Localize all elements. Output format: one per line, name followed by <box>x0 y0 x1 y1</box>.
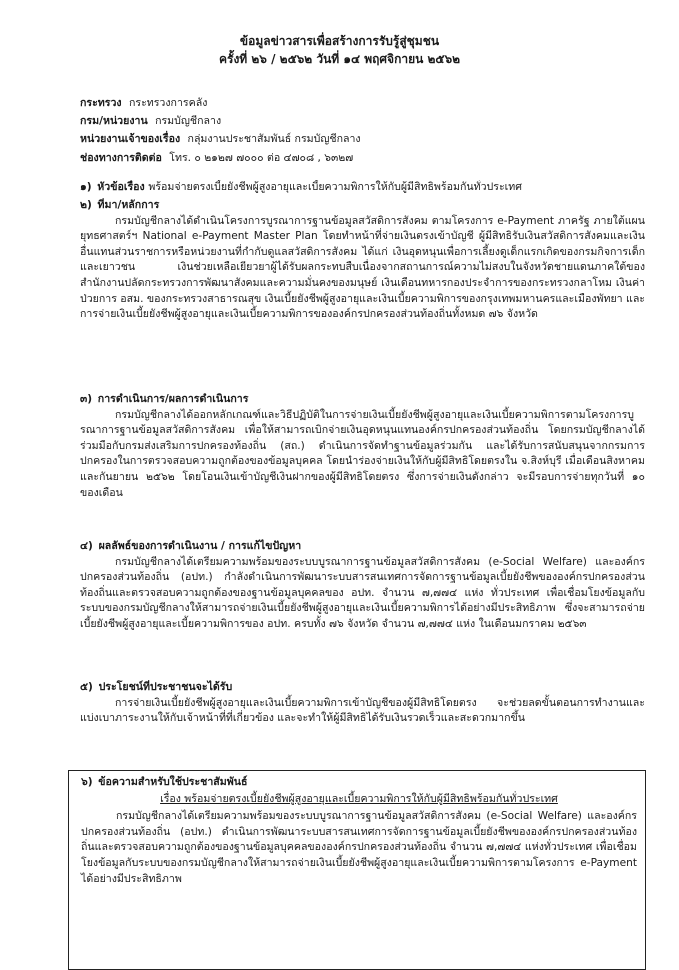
section-1-text: พร้อมจ่ายตรงเบี้ยยังชีพผู้สูงอายุและเบี้ยความพิการให้กับผู้มีสิทธิพร้อมกันทั่วประเทศ <box>148 181 522 193</box>
meta-agency-value: กรมบัญชีกลาง <box>155 115 222 127</box>
meta-owner-label: หน่วยงานเจ้าของเรื่อง <box>80 133 181 145</box>
section-4 <box>80 539 645 633</box>
section-3 <box>80 392 645 501</box>
document-issue-date: ครั้งที่ ๒๖ / ๒๕๖๒ วันที่ ๑๔ พฤศจิกายน ๒๕๖๒ <box>218 52 461 66</box>
section-3-number: ๓) <box>80 393 93 405</box>
section-1-heading <box>80 180 645 196</box>
section-5-title: ประโยชน์ที่ประชาชนจะได้รับ <box>98 681 233 693</box>
pr-message-box <box>68 770 646 970</box>
section-5-number: ๕) <box>80 681 93 693</box>
section-3-title: การดำเนินการ/ผลการดำเนินการ <box>97 393 249 405</box>
meta-owner-value: กลุ่มงานประชาสัมพันธ์ กรมบัญชีกลาง <box>187 133 361 145</box>
section-6-number: ๖) <box>81 776 93 788</box>
meta-agency-label: กรม/หน่วยงาน <box>80 115 148 127</box>
section-3-heading <box>80 392 645 408</box>
section-1-title: หัวข้อเรื่อง <box>97 181 145 193</box>
section-1 <box>80 180 645 196</box>
section-6-heading <box>81 775 637 791</box>
section-2-title: ที่มา/หลักการ <box>97 199 160 211</box>
meta-ministry <box>80 96 640 112</box>
section-2-paragraph: กรมบัญชีกลางได้ดำเนินโครงการบูรณาการฐานข้อมูลสวัสดิการสังคม ตามโครงการ e-Payment ภาครัฐ ภายใต้แผนยุทธศาสตร์ฯ National e-Payment Master Plan โดยทำหน้าที่จ่ายเงินตรงเข้าบัญชี ผู้มีสิทธิรับเงินสวัสดิการสังคมและเงินอื่นแทนส่วนราชการหรือหน่วยงานที่กำกับดูแลสวัสดิการสังคม ได้แก่ เงินอุดหนุนเพื่อการเลี้ยงดูเด็กแรกเกิดของกรมกิจการเด็กและเยาวชน เงินช่วยเหลือเยียวยาผู้ได้รับผลกระทบสืบเนื่องจากสถานการณ์ความไม่สงบในจังหวัดชายแดนภาคใต้ของสำนักงานปลัดกระทรวงการพัฒนาสังคมและความมั่นคงของมนุษย์ เงินเดือนทหารกองประจำการของกระทรวงกลาโหม เงินค่าป่วยการ อสม. ของกระทรวงสาธารณสุข เงินเบี้ยยังชีพผู้สูงอายุและเงินเบี้ยความพิการของกรุงเทพมหานครและเมืองพัทยา และการจ่ายเงินเบี้ยยังชีพผู้สูงอายุและเงินเบี้ยความพิการขององค์กรปกครองส่วนท้องถิ่นทั้งหมด ๗๖ จังหวัด <box>80 214 645 321</box>
meta-agency <box>80 114 640 130</box>
section-6-paragraph: กรมบัญชีกลางได้เตรียมความพร้อมของระบบบูรณาการฐานข้อมูลสวัสดิการสังคม (e-Social Welfare) และองค์กรปกครองส่วนท้องถิ่น (อปท.) ดำเนินการพัฒนาระบบสารสนเทศการจัดการฐานข้อมูลเบี้ยยังชีพขององค์กรปกครองส่วนท้องถิ่นและตรวจสอบความถูกต้องของฐานข้อมูลบุคคลขององค์กรปกครองส่วนท้องถิ่น จำนวน ๗,๗๗๔ แห่งทั่วประเทศ เพื่อเชื่อมโยงข้อมูลกับระบบของกรมบัญชีกลางให้สามารถจ่ายเงินเบี้ยยังชีพผู้สูงอายุและเงินเบี้ยความพิการตามโครงการ e-Payment ได้อย่างมีประสิทธิภาพ <box>81 810 637 885</box>
section-2 <box>80 198 645 323</box>
section-3-paragraph: กรมบัญชีกลางได้ออกหลักเกณฑ์และวิธีปฏิบัติในการจ่ายเงินเบี้ยยังชีพผู้สูงอายุและเงินเบี้ยความพิการตามโครงการบูรณาการฐานข้อมูลสวัสดิการสังคม เพื่อให้สามารถเบิกจ่ายเงินอุดหนุนแทนองค์กรปกครองส่วนท้องถิ่น โดยกรมบัญชีกลางได้ร่วมมือกับกรมส่งเสริมการปกครองท้องถิ่น (สถ.) ดำเนินการจัดทำฐานข้อมูลร่วมกัน และได้รับการสนับสนุนจากกรมการปกครองในการตรวจสอบความถูกต้องของข้อมูลบุคคล โดยนำร่องจ่ายเงินให้กับผู้มีสิทธิโดยตรงใน จ.สิงห์บุรี เมื่อเดือนสิงหาคมและกันยายน ๒๕๖๒ โดยโอนเงินเข้าบัญชีเงินฝากของผู้มีสิทธิโดยตรง ซึ่งการจ่ายเงินดังกล่าว จะมีรอบการจ่ายทุกวันที่ ๑๐ ของเดือน <box>80 408 645 499</box>
meta-contact-value: โทร. ๐ ๒๑๒๗ ๗๐๐๐ ต่อ ๔๗๐๘ , ๖๓๒๗ <box>169 152 354 164</box>
section-5-paragraph: การจ่ายเงินเบี้ยยังชีพผู้สูงอายุและเงินเบี้ยความพิการเข้าบัญชีของผู้มีสิทธิโดยตรง จะช่วยลดขั้นตอนการทำงานและแบ่งเบาภาระงานให้กับเจ้าหน้าที่ที่เกี่ยวข้อง และจะทำให้ผู้มีสิทธิได้รับเงินรวดเร็วและสะดวกมากขึ้น <box>80 696 645 725</box>
section-5-heading <box>80 680 645 696</box>
section-1-number: ๑) <box>80 181 92 193</box>
section-4-title: ผลลัพธ์ของการดำเนินงาน / การแก้ไขปัญหา <box>98 540 302 552</box>
section-4-heading <box>80 539 645 555</box>
section-6-title: ข้อความสำหรับใช้ประชาสัมพันธ์ <box>98 776 248 788</box>
document-title: ข้อมูลข่าวสารเพื่อสร้างการรับรู้สู่ชุมชน <box>239 34 440 48</box>
meta-ministry-label: กระทรวง <box>80 97 122 109</box>
section-4-number: ๔) <box>80 540 93 552</box>
section-5 <box>80 680 645 727</box>
meta-contact-label: ช่องทางการติดต่อ <box>80 152 162 164</box>
section-2-heading <box>80 198 645 214</box>
meta-owner <box>80 132 640 148</box>
meta-contact <box>80 151 640 167</box>
meta-ministry-value: กระทรวงการคลัง <box>128 97 208 109</box>
section-4-paragraph: กรมบัญชีกลางได้เตรียมความพร้อมของระบบบูรณาการฐานข้อมูลสวัสดิการสังคม (e-Social Welfare) และองค์กรปกครองส่วนท้องถิ่น (อปท.) กำลังดำเนินการพัฒนาระบบสารสนเทศการจัดการฐานข้อมูลเบี้ยยังชีพขององค์กรปกครองส่วนท้องถิ่นและตรวจสอบความถูกต้องของฐานข้อมูลบุคคลของ อปท. จำนวน ๗,๗๗๔ แห่ง ทั่วประเทศ เพื่อเชื่อมโยงข้อมูลกับระบบของกรมบัญชีกลางให้สามารถจ่ายเงินเบี้ยยังชีพผู้สูงอายุและเงินเบี้ยความพิการได้อย่างมีประสิทธิภาพ ซึ่งจะสามารถจ่ายเบี้ยยังชีพผู้สูงอายุและเบี้ยความพิการของ อปท. ครบทั้ง ๗๖ จังหวัด จำนวน ๗,๗๗๔ แห่ง ในเดือนมกราคม ๒๕๖๓ <box>80 555 645 630</box>
section-2-number: ๒) <box>80 199 92 211</box>
pr-subject-line: เรื่อง พร้อมจ่ายตรงเบี้ยยังชีพผู้สูงอายุและเบี้ยความพิการให้กับผู้มีสิทธิพร้อมกันทั่วประเทศ <box>160 792 558 805</box>
